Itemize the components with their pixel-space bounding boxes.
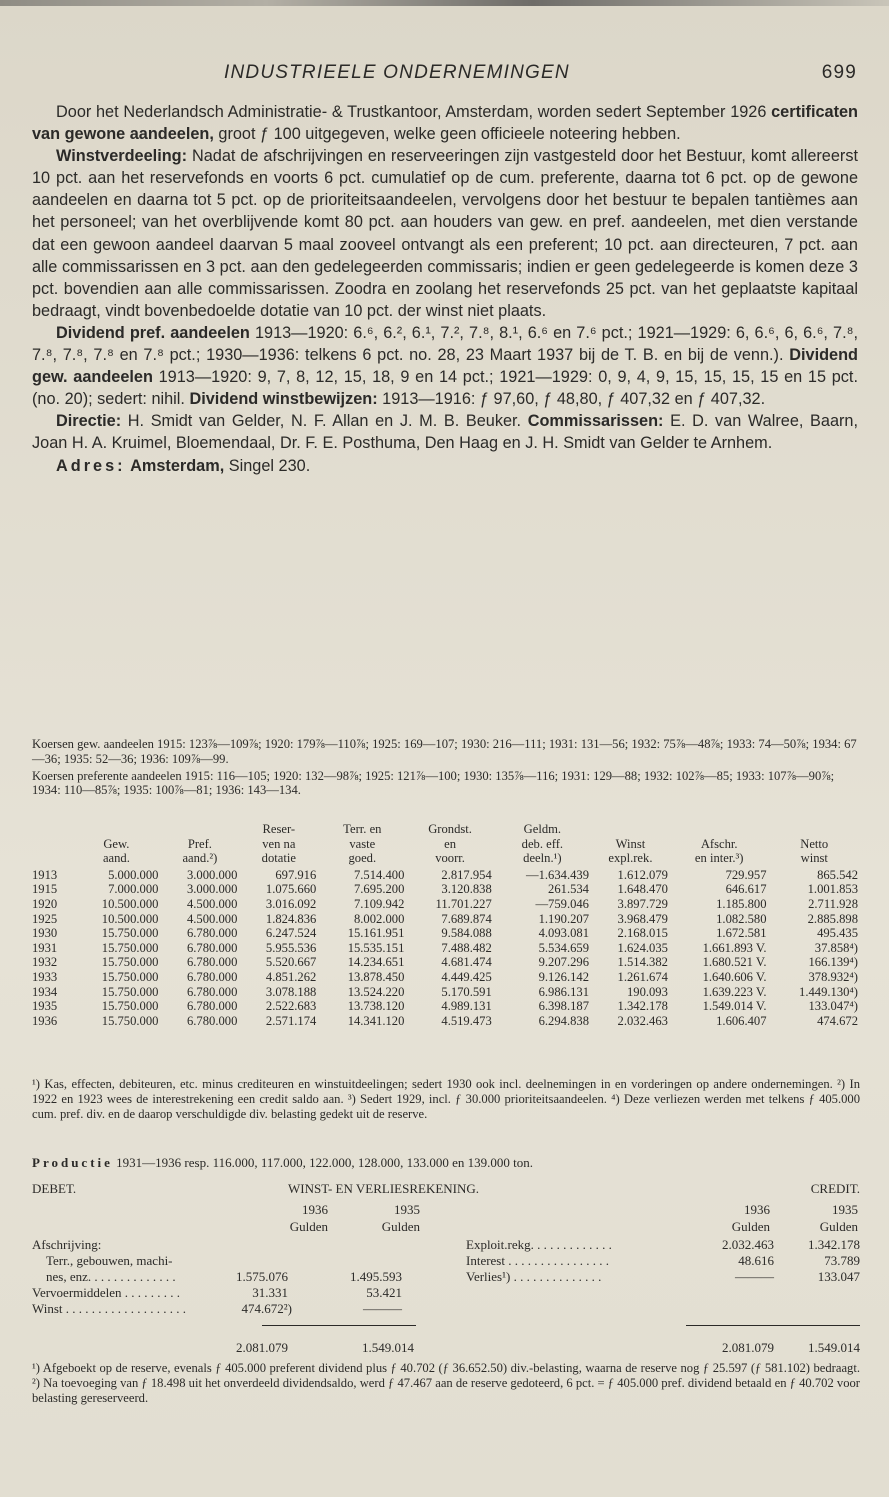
column-header bbox=[30, 837, 72, 852]
value-cell: 6.294.838 bbox=[538, 1013, 589, 1028]
value-cell: 2.817.954 bbox=[441, 867, 492, 882]
value-cell: 729.957 bbox=[725, 867, 767, 882]
dividend-paragraph: Dividend pref. aandeelen 1913—1920: 6.⁶, 6.², 6.¹, 7.², 7.⁸, 8.¹, 6.⁶ en 7.⁶ pct.; 1921—1929: 6, 6.⁶, 6, 6.⁶, 7.⁸, 7.⁸, 7.⁸, 7.⁸ en 7.⁸ pct.; 1930—1936: telkens 6 pct. no. 28, 23 Maart 1937 bij de T. B. en bij de venn.). Dividend gew. aandeelen 1913—1920: 9, 7, 8, 12, 15, 18, 9 en 14 pct.; 1921—1929: 0, 9, 4, 9, 15, 15, 15, 15 en 15 pct. (no. 20); sedert: nihil. Dividend winstbewijzen: 1913—1916: ƒ 97,60, ƒ 48,80, ƒ 407,32 en ƒ 407,32. bbox=[32, 323, 858, 409]
year-cell: 1931 bbox=[32, 940, 58, 955]
value-cell: 6.780.000 bbox=[186, 969, 238, 984]
value-cell: 4.093.081 bbox=[538, 926, 589, 941]
value-cell: 10.500.000 bbox=[101, 911, 159, 926]
page-header bbox=[0, 58, 889, 88]
value-cell: 1.648.470 bbox=[617, 882, 668, 897]
vervoer-1936: 31.331 bbox=[252, 1285, 288, 1300]
right-year-1936: 1936 bbox=[744, 1202, 770, 1217]
year-cell: 1930 bbox=[32, 926, 58, 941]
value-cell: 1.824.836 bbox=[265, 911, 317, 926]
afschrijving-label: Afschrijving: bbox=[32, 1237, 102, 1252]
koersen-gewone: Koersen gew. aandeelen 1915: 123⅞—109⅞; 1920: 179⅞—110⅞; 1925: 169—107; 1930: 216—111; 1931: 131—56; 1932: 75⅞—48⅞; 1933: 74—50⅞; 1934: 67—36; 1935: 52—36; 1936: 109⅞—99. bbox=[32, 737, 857, 766]
value-cell: 1.624.035 bbox=[617, 940, 668, 955]
value-cell: 166.139⁴) bbox=[808, 955, 858, 970]
value-cell: 7.695.200 bbox=[353, 882, 405, 897]
table-header-row bbox=[30, 837, 860, 852]
value-cell: 5.955.536 bbox=[265, 940, 317, 955]
winst-label: Winst . . . . . . . . . . . . . . . . . . . bbox=[32, 1301, 187, 1316]
column-header: Pref. bbox=[187, 836, 212, 851]
value-cell: 1.185.800 bbox=[716, 896, 767, 911]
value-cell: 7.109.942 bbox=[353, 896, 405, 911]
value-cell: 3.897.729 bbox=[617, 896, 668, 911]
terr-1936: 1.575.076 bbox=[236, 1269, 288, 1284]
table-row bbox=[30, 912, 860, 927]
exploit-1936: 2.032.463 bbox=[722, 1237, 774, 1252]
value-cell: 3.000.000 bbox=[186, 882, 238, 897]
adres-paragraph: Adres: Amsterdam, Singel 230. bbox=[56, 456, 311, 475]
value-cell: 1.612.079 bbox=[617, 867, 668, 882]
value-cell: 1.672.581 bbox=[716, 926, 767, 941]
column-header bbox=[30, 851, 72, 866]
column-header bbox=[30, 822, 72, 837]
column-header: aand.²) bbox=[182, 851, 218, 866]
value-cell: 2.885.898 bbox=[807, 911, 858, 926]
value-cell: 7.000.000 bbox=[108, 882, 159, 897]
left-unit-1936: Gulden bbox=[289, 1219, 328, 1234]
year-cell: 1913 bbox=[32, 867, 58, 882]
value-cell: 2.711.928 bbox=[808, 896, 858, 911]
value-cell: 474.672 bbox=[817, 1013, 858, 1028]
winstverdeeling-paragraph: Winstverdeeling: Nadat de afschrijvingen en reserveeringen zijn vastgesteld door het Bestuur, komt allereerst 10 pct. aan het reservefonds en voorts 6 pct. cumulatief op de cum. preferente, daarna tot 6 pct. op de gewone aandeelen en daarna tot 5 pct. op de prioriteitsaandeelen, vervolgens door het bestuur te bepalen tantièmes aan het personeel; van het overblijvende komt 80 pct. aan houders van gew. en pref. aandeelen, met dien verstande dat een gewoon aandeel daarvan 5 maal zooveel ontvangt als een preferent; 10 pct. aan directeuren, 7 pct. aan alle commissarissen en 3 pct. aan den gedelegeerden commissaris; indien er geen gedelegeerde is komen deze 3 pct. bovendien aan alle commissarissen. Zoodra en zoolang het reservefonds 25 pct. van het geplaatste kapitaal bedraagt, vindt bovenbedoelde dotatie van 10 pct. der winst niet plaats. bbox=[32, 147, 858, 320]
interest-label: Interest . . . . . . . . . . . . . . . . bbox=[466, 1253, 609, 1268]
value-cell: —1.634.439 bbox=[526, 867, 589, 882]
column-header: ven na bbox=[262, 836, 296, 851]
left-total-1936: 2.081.079 bbox=[236, 1340, 288, 1355]
year-cell: 1934 bbox=[32, 984, 58, 999]
value-cell: 8.002.000 bbox=[353, 911, 405, 926]
value-cell: 1.549.014 V. bbox=[702, 999, 767, 1014]
left-year-1936: 1936 bbox=[302, 1202, 328, 1217]
table-row bbox=[30, 866, 860, 883]
productie-line: Productie 1931—1936 resp. 116.000, 117.000, 122.000, 128.000, 133.000 en 139.000 ton. bbox=[32, 1155, 533, 1170]
year-cell: 1936 bbox=[32, 1013, 58, 1028]
value-cell: 5.170.591 bbox=[441, 984, 492, 999]
value-cell: 2.032.463 bbox=[617, 1013, 668, 1028]
verlies-1936: ——— bbox=[735, 1269, 774, 1284]
table-header-row bbox=[30, 851, 860, 866]
value-cell: 646.617 bbox=[725, 882, 767, 897]
year-cell: 1935 bbox=[32, 999, 58, 1014]
company-description bbox=[32, 101, 858, 477]
column-header: deb. eff. bbox=[521, 836, 564, 851]
right-total-1935: 1.549.014 bbox=[808, 1340, 860, 1355]
value-cell: 15.750.000 bbox=[101, 999, 159, 1014]
value-cell: 1.639.223 V. bbox=[702, 984, 767, 999]
value-cell: 697.916 bbox=[275, 867, 317, 882]
winst-verlies-footnotes: ¹) Afgeboekt op de reserve, evenals ƒ 405.000 preferent dividend plus ƒ 40.702 (ƒ 36.652.50) div.-belasting, waarna de reserve nog ƒ 25.597 (ƒ 581.102) bedraagt. ²) Na toevoeging van ƒ 18.498 uit het onverdeeld dividendsaldo, werd ƒ 47.467 aan de reserve gedoteerd, 6 pct. = ƒ 405.000 pref. dividend betaald en ƒ 40.702 voor belasting gereserveerd. bbox=[32, 1361, 860, 1405]
right-total-1936: 2.081.079 bbox=[722, 1340, 774, 1355]
value-cell: 3.968.479 bbox=[617, 911, 668, 926]
table-row bbox=[30, 897, 860, 912]
value-cell: 1.190.207 bbox=[538, 911, 589, 926]
column-header: deeln.¹) bbox=[523, 851, 562, 866]
column-header: Gew. bbox=[103, 836, 130, 851]
terr-label-1: Terr., gebouwen, machi- bbox=[46, 1253, 173, 1268]
column-header: goed. bbox=[348, 851, 377, 866]
value-cell: 5.520.667 bbox=[265, 955, 317, 970]
value-cell: 261.534 bbox=[548, 882, 589, 897]
value-cell: 11.701.227 bbox=[435, 896, 492, 911]
table-row bbox=[30, 882, 860, 897]
column-header: voorr. bbox=[435, 851, 465, 866]
column-header: Netto bbox=[800, 836, 829, 851]
verlies-1935: 133.047 bbox=[817, 1269, 860, 1284]
value-cell: 6.780.000 bbox=[186, 955, 238, 970]
vervoer-1935: 53.421 bbox=[366, 1285, 402, 1300]
certificates-paragraph: Door het Nederlandsch Administratie- & Trustkantoor, Amsterdam, worden sedert September 1926 certificaten van gewone aandeelen, groot ƒ 100 uitgegeven, welke geen officieele noteering hebben. bbox=[32, 103, 858, 144]
koersen-preferente: Koersen preferente aandeelen 1915: 116—105; 1920: 132—98⅞; 1925: 121⅞—100; 1930: 135⅞—116; 1931: 129—88; 1932: 102⅞—85; 1933: 107⅞—90⅞; 1934: 110—85⅞; 1935: 100⅞—81; 1936: 143—134. bbox=[32, 768, 835, 798]
value-cell: 15.535.151 bbox=[347, 940, 405, 955]
year-cell: 1915 bbox=[32, 882, 58, 897]
value-cell: 378.932⁴) bbox=[808, 969, 858, 984]
value-cell: 1.261.674 bbox=[617, 969, 668, 984]
right-unit-1936: Gulden bbox=[731, 1219, 770, 1234]
value-cell: 1.001.853 bbox=[807, 882, 858, 897]
table-row bbox=[30, 999, 860, 1014]
table-header-row bbox=[30, 822, 860, 837]
column-header: dotatie bbox=[261, 851, 296, 866]
column-header: expl.rek. bbox=[608, 851, 653, 866]
value-cell: 6.780.000 bbox=[186, 926, 238, 941]
table-footnotes: ¹) Kas, effecten, debiteuren, etc. minus crediteuren en winstuitdeelingen; sedert 1930 ook incl. deelnemingen in en vorderingen op andere ondernemingen. ²) In 1922 en 1923 wees de interestrekening een credit saldo aan. ³) Sedert 1929, incl. ƒ 30.000 prioriteitsaandeelen. ⁴) Deze verliezen werden met telkens ƒ 405.000 cum. pref. div. en de daarop verschuldigde div. belasting gedekt uit de reserve. bbox=[32, 1077, 860, 1121]
column-header bbox=[591, 822, 670, 837]
value-cell: 865.542 bbox=[817, 867, 858, 882]
value-cell: 13.524.220 bbox=[347, 984, 405, 999]
value-cell: 133.047⁴) bbox=[808, 999, 858, 1014]
table-row bbox=[30, 926, 860, 941]
column-header: aand. bbox=[102, 851, 130, 866]
value-cell: 1.640.606 V. bbox=[702, 969, 767, 984]
value-cell: 3.016.092 bbox=[265, 896, 317, 911]
value-cell: 15.161.951 bbox=[347, 926, 405, 941]
value-cell: 6.780.000 bbox=[186, 984, 238, 999]
interest-1935: 73.789 bbox=[824, 1253, 860, 1268]
value-cell: 4.851.262 bbox=[265, 969, 317, 984]
year-cell: 1925 bbox=[32, 911, 58, 926]
value-cell: 3.000.000 bbox=[186, 867, 238, 882]
value-cell: 7.514.400 bbox=[353, 867, 405, 882]
value-cell: 1.082.580 bbox=[716, 911, 767, 926]
value-cell: 6.780.000 bbox=[186, 999, 238, 1014]
column-header: Reser- bbox=[262, 822, 296, 836]
running-title: INDUSTRIEELE ONDERNEMINGEN bbox=[224, 62, 570, 83]
scan-edge bbox=[0, 0, 889, 6]
table-row bbox=[30, 941, 860, 956]
credit-label: CREDIT. bbox=[810, 1181, 860, 1196]
year-cell: 1933 bbox=[32, 969, 58, 984]
value-cell: 37.858⁴) bbox=[814, 940, 858, 955]
value-cell: 14.341.120 bbox=[347, 1013, 405, 1028]
winst-verlies-title: WINST- EN VERLIESREKENING. bbox=[288, 1181, 480, 1196]
value-cell: 6.247.524 bbox=[265, 926, 317, 941]
value-cell: 4.500.000 bbox=[186, 896, 238, 911]
value-cell: 13.878.450 bbox=[347, 969, 405, 984]
exploit-label: Exploit.rekg. . . . . . . . . . . . . bbox=[466, 1237, 612, 1252]
winst-1936: 474.672²) bbox=[241, 1301, 292, 1316]
financial-table bbox=[30, 822, 860, 1028]
terr-label-2: nes, enz. . . . . . . . . . . . . . bbox=[46, 1269, 176, 1284]
verlies-label: Verlies¹) . . . . . . . . . . . . . . bbox=[466, 1269, 602, 1284]
value-cell: 5.534.659 bbox=[538, 940, 589, 955]
exploit-1935: 1.342.178 bbox=[808, 1237, 860, 1252]
value-cell: 1.449.130⁴) bbox=[799, 984, 858, 999]
year-cell: 1920 bbox=[32, 896, 58, 911]
value-cell: 13.738.120 bbox=[347, 999, 405, 1014]
value-cell: —759.046 bbox=[535, 896, 589, 911]
value-cell: 7.689.874 bbox=[441, 911, 492, 926]
column-header: Afschr. bbox=[700, 836, 738, 851]
left-unit-1935: Gulden bbox=[381, 1219, 420, 1234]
value-cell: 4.500.000 bbox=[186, 911, 238, 926]
value-cell: 15.750.000 bbox=[101, 969, 159, 984]
column-header: Grondst. bbox=[428, 822, 472, 836]
terr-1935: 1.495.593 bbox=[350, 1269, 402, 1284]
column-header: winst bbox=[800, 851, 828, 866]
value-cell: 15.750.000 bbox=[101, 940, 159, 955]
column-header bbox=[72, 822, 160, 837]
value-cell: 4.519.473 bbox=[441, 1013, 492, 1028]
value-cell: 14.234.651 bbox=[347, 955, 405, 970]
table-row bbox=[30, 955, 860, 970]
value-cell: 1.680.521 V. bbox=[702, 955, 767, 970]
value-cell: 2.168.015 bbox=[617, 926, 668, 941]
table-row bbox=[30, 970, 860, 985]
column-header: vaste bbox=[349, 836, 376, 851]
column-header bbox=[769, 822, 861, 837]
value-cell: 6.780.000 bbox=[186, 940, 238, 955]
right-year-1935: 1935 bbox=[832, 1202, 858, 1217]
koersen-block bbox=[32, 737, 862, 800]
value-cell: 190.093 bbox=[626, 984, 668, 999]
column-header bbox=[160, 822, 239, 837]
column-header: Geldm. bbox=[523, 822, 562, 836]
value-cell: 4.989.131 bbox=[441, 999, 492, 1014]
value-cell: 4.681.474 bbox=[441, 955, 492, 970]
right-total-rule bbox=[686, 1325, 860, 1326]
value-cell: 2.522.683 bbox=[265, 999, 317, 1014]
left-total-rule bbox=[262, 1325, 416, 1326]
value-cell: 495.435 bbox=[817, 926, 858, 941]
page-number: 699 bbox=[821, 62, 857, 83]
column-header: Terr. en bbox=[343, 822, 382, 836]
value-cell: 3.078.188 bbox=[265, 984, 317, 999]
column-header: Winst bbox=[615, 836, 646, 851]
value-cell: 6.398.187 bbox=[538, 999, 589, 1014]
value-cell: 1.514.382 bbox=[617, 955, 668, 970]
value-cell: 15.750.000 bbox=[101, 955, 159, 970]
value-cell: 15.750.000 bbox=[101, 1013, 159, 1028]
value-cell: 1.661.893 V. bbox=[702, 940, 767, 955]
value-cell: 6.780.000 bbox=[186, 1013, 238, 1028]
value-cell: 7.488.482 bbox=[441, 940, 492, 955]
column-header bbox=[670, 822, 769, 837]
value-cell: 2.571.174 bbox=[265, 1013, 317, 1028]
table-row bbox=[30, 985, 860, 1000]
value-cell: 10.500.000 bbox=[101, 896, 159, 911]
column-header: en bbox=[444, 836, 456, 851]
value-cell: 5.000.000 bbox=[108, 867, 159, 882]
value-cell: 4.449.425 bbox=[441, 969, 492, 984]
value-cell: 1.075.660 bbox=[265, 882, 317, 897]
value-cell: 3.120.838 bbox=[441, 882, 492, 897]
value-cell: 9.126.142 bbox=[538, 969, 589, 984]
year-cell: 1932 bbox=[32, 955, 58, 970]
vervoer-label: Vervoermiddelen . . . . . . . . . bbox=[32, 1285, 181, 1300]
value-cell: 9.207.296 bbox=[538, 955, 589, 970]
interest-1936: 48.616 bbox=[738, 1253, 774, 1268]
left-total-1935: 1.549.014 bbox=[362, 1340, 414, 1355]
value-cell: 15.750.000 bbox=[101, 984, 159, 999]
value-cell: 9.584.088 bbox=[441, 926, 492, 941]
table-row bbox=[30, 1014, 860, 1029]
left-year-1935: 1935 bbox=[394, 1202, 420, 1217]
value-cell: 1.606.407 bbox=[716, 1013, 767, 1028]
value-cell: 6.986.131 bbox=[538, 984, 589, 999]
winst-verlies-header bbox=[32, 1181, 860, 1199]
winst-1935: ——— bbox=[363, 1301, 402, 1316]
directie-paragraph: Directie: H. Smidt van Gelder, N. F. Allan en J. M. B. Beuker. Commissarissen: E. D. van Walree, Baarn, Joan H. A. Kruimel, Bloemendaal, Dr. F. E. Posthuma, Den Haag en J. H. Smidt van Gelder te Arnhem. bbox=[32, 412, 858, 453]
debet-label: DEBET. bbox=[32, 1181, 77, 1196]
value-cell: 1.342.178 bbox=[617, 999, 668, 1014]
value-cell: 15.750.000 bbox=[101, 926, 159, 941]
right-unit-1935: Gulden bbox=[819, 1219, 858, 1234]
column-header: en inter.³) bbox=[694, 851, 744, 866]
